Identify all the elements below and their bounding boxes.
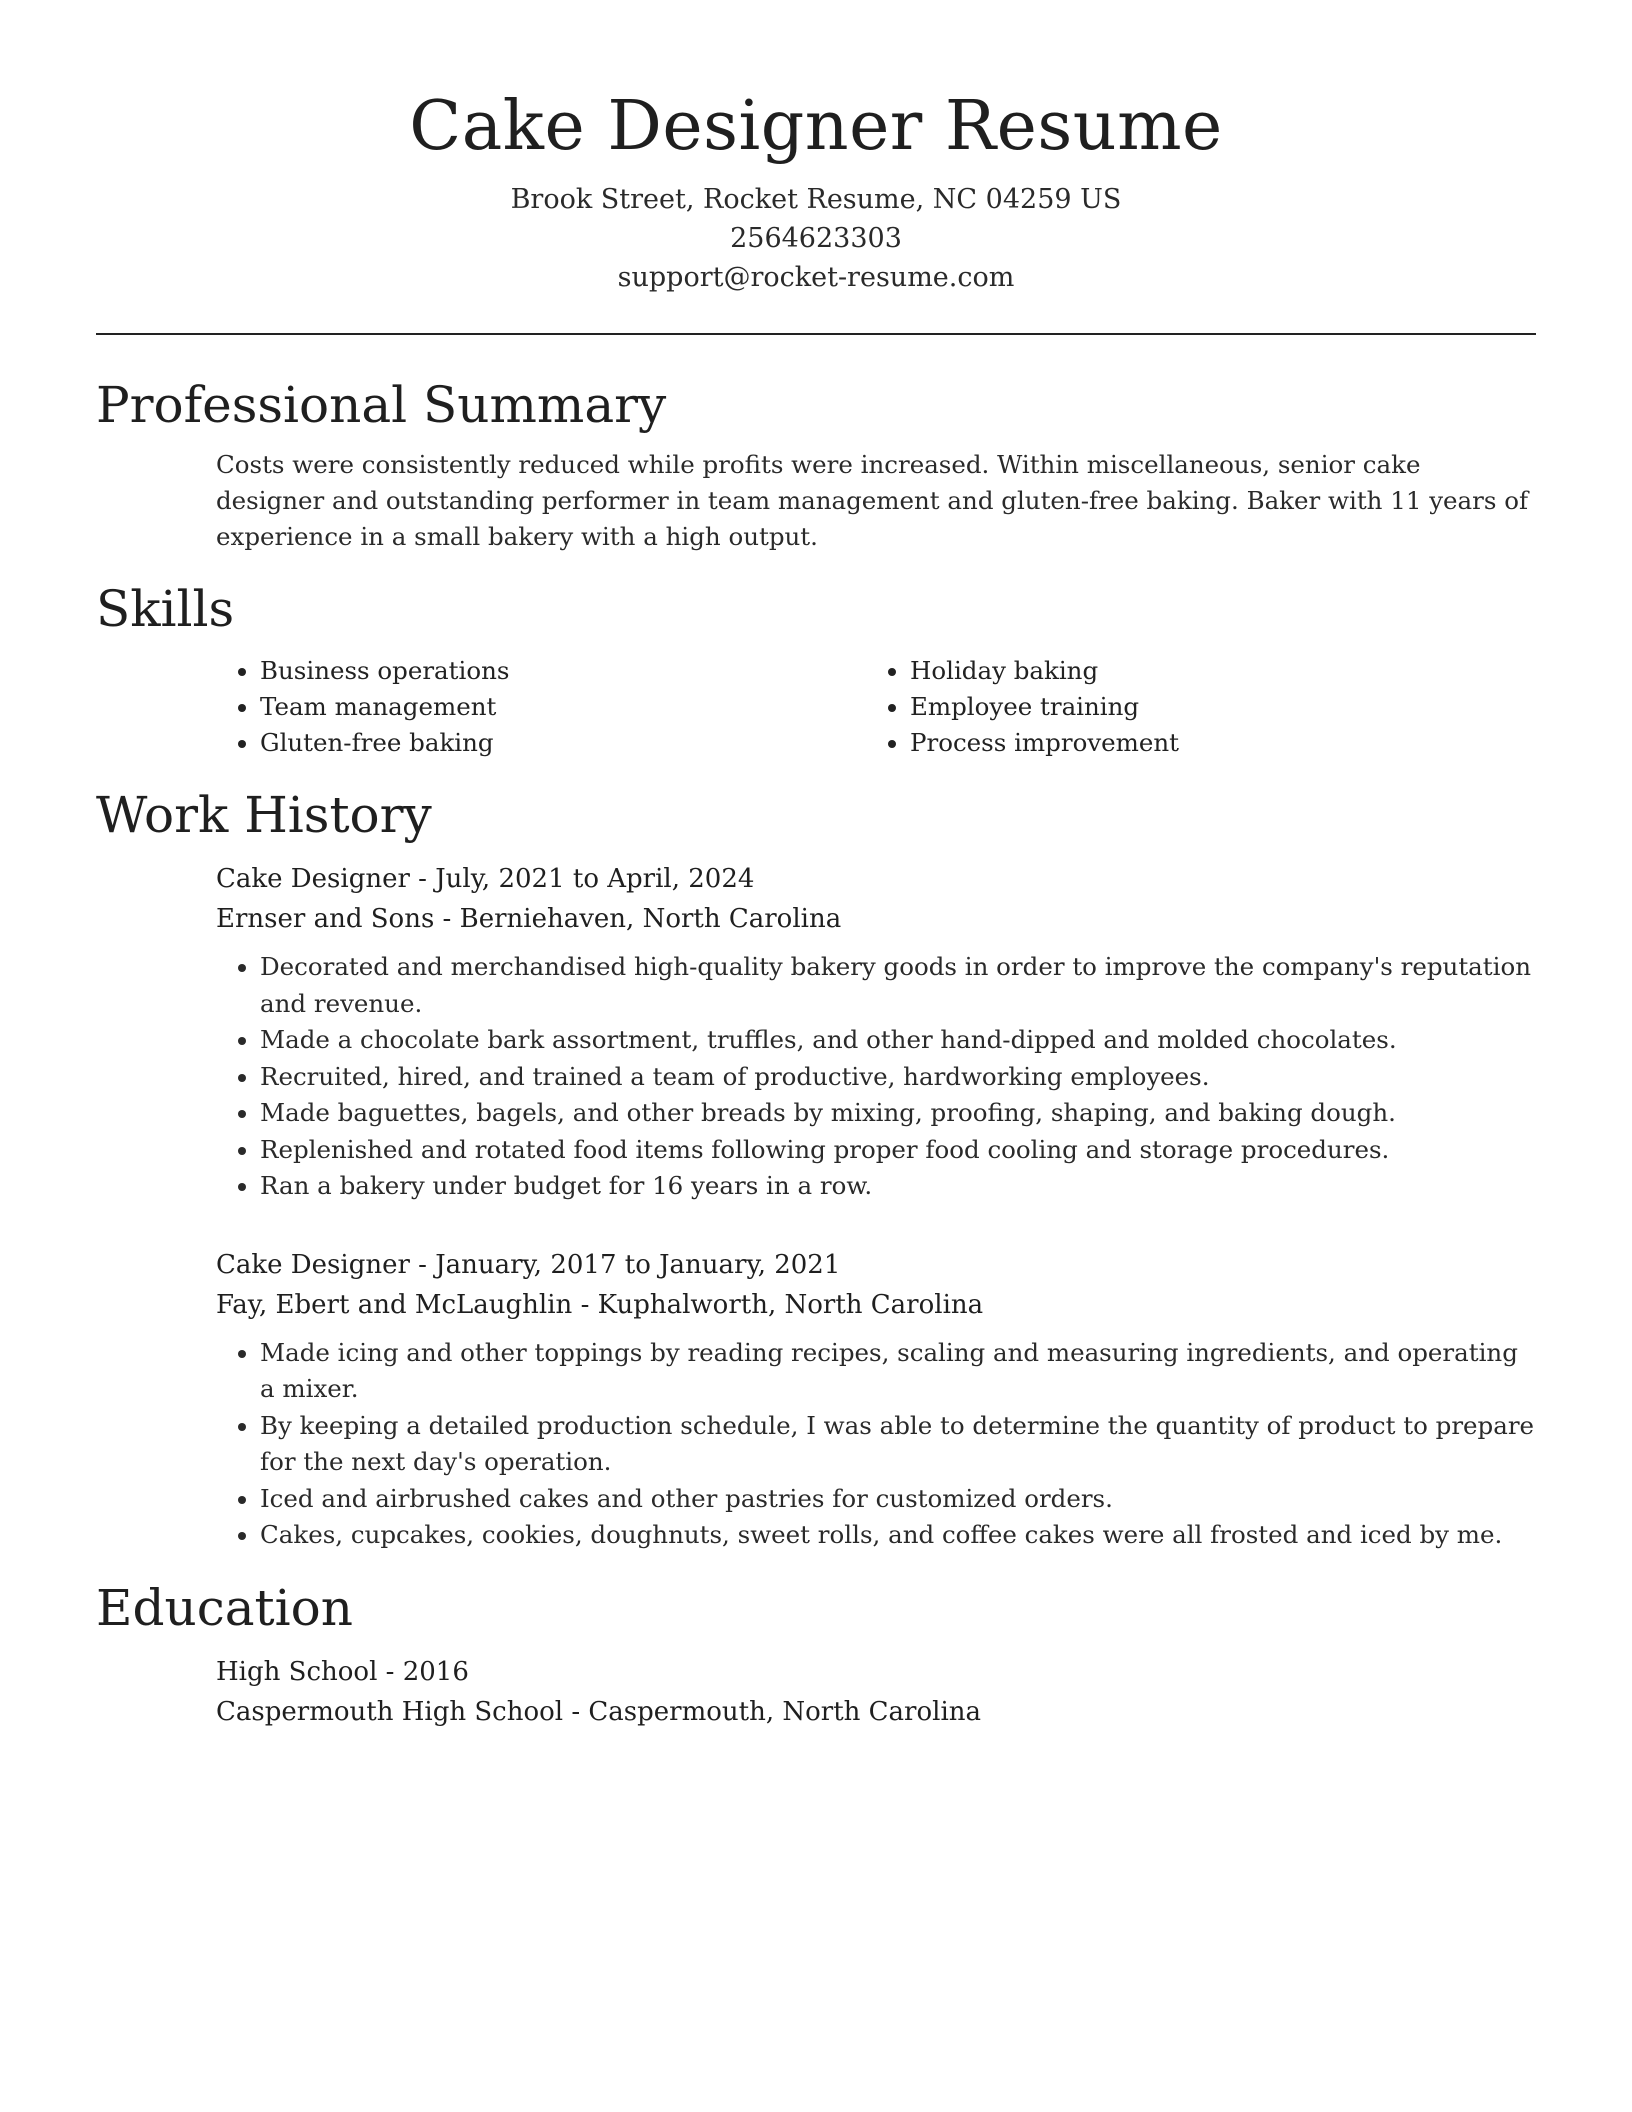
summary-heading: Professional Summary [96,376,667,434]
education-school-line: Caspermouth High School - Caspermouth, North Carolina [216,1696,982,1727]
skill-item: • Team management [260,689,866,725]
skills-column-left [216,653,866,761]
education-heading: Education [96,1578,353,1637]
skill-item: • Employee training [910,689,1179,725]
resume-page [96,0,1536,1732]
job-bullet: • Made icing and other toppings by reading recipes, scaling and measuring ingredients, and operating a mixer. [260,1335,1536,1408]
skills-heading: Skills [96,580,235,638]
resume-title: Cake Designer Resume [409,87,1223,166]
skill-item: • Business operations [260,653,866,689]
skills-list [216,653,1536,761]
contact-info [96,180,1536,297]
job-bullet: • Made a chocolate bark assortment, truffles, and other hand-dipped and molded chocolates. [260,1022,1536,1059]
job-entry [216,859,1536,1205]
work-history-heading: Work History [96,786,432,844]
job-bullet: • Recruited, hired, and trained a team of productive, hardworking employees. [260,1059,1536,1096]
contact-phone: 2564623303 [730,223,902,254]
education-entry [216,1652,1536,1732]
job-bullets [216,949,1536,1205]
job-bullets [216,1335,1536,1554]
job-title-line: Cake Designer - January, 2017 to January, 2021 [216,1249,841,1280]
job-bullet: • Cakes, cupcakes, cookies, doughnuts, sweet rolls, and coffee cakes were all frosted and iced by me. [260,1517,1536,1554]
skill-item: • Holiday baking [910,653,1179,689]
contact-email: support@rocket-resume.com [617,262,1015,293]
job-bullet: • Decorated and merchandised high-quality bakery goods in order to improve the company's reputation and revenue. [260,949,1536,1022]
skill-item: • Process improvement [910,725,1179,761]
job-bullet: • Iced and airbrushed cakes and other pastries for customized orders. [260,1481,1536,1518]
contact-address: Brook Street, Rocket Resume, NC 04259 US [510,184,1122,215]
job-bullet: • Replenished and rotated food items following proper food cooling and storage procedures. [260,1132,1536,1169]
job-bullet: • Made baguettes, bagels, and other breads by mixing, proofing, shaping, and baking dough. [260,1095,1536,1132]
job-company-line: Ernser and Sons - Berniehaven, North Carolina [216,904,842,934]
job-title-line: Cake Designer - July, 2021 to April, 2024 [216,864,755,894]
job-entry [216,1245,1536,1554]
job-bullet: • Ran a bakery under budget for 16 years in a row. [260,1168,1536,1205]
job-bullet: • By keeping a detailed production schedule, I was able to determine the quantity of product to prepare for the next day's operation. [260,1408,1536,1481]
header-divider [96,333,1536,335]
summary-text: Costs were consistently reduced while profits were increased. Within miscellaneous, senior cake designer and outstanding performer in team management and gluten-free baking. Baker with 11 years of experience in a small bakery with a high output. [216,450,1529,551]
skill-item: • Gluten-free baking [260,725,866,761]
skills-column-right [866,653,1179,761]
education-degree-line: High School - 2016 [216,1656,469,1687]
job-company-line: Fay, Ebert and McLaughlin - Kuphalworth, North Carolina [216,1289,984,1320]
